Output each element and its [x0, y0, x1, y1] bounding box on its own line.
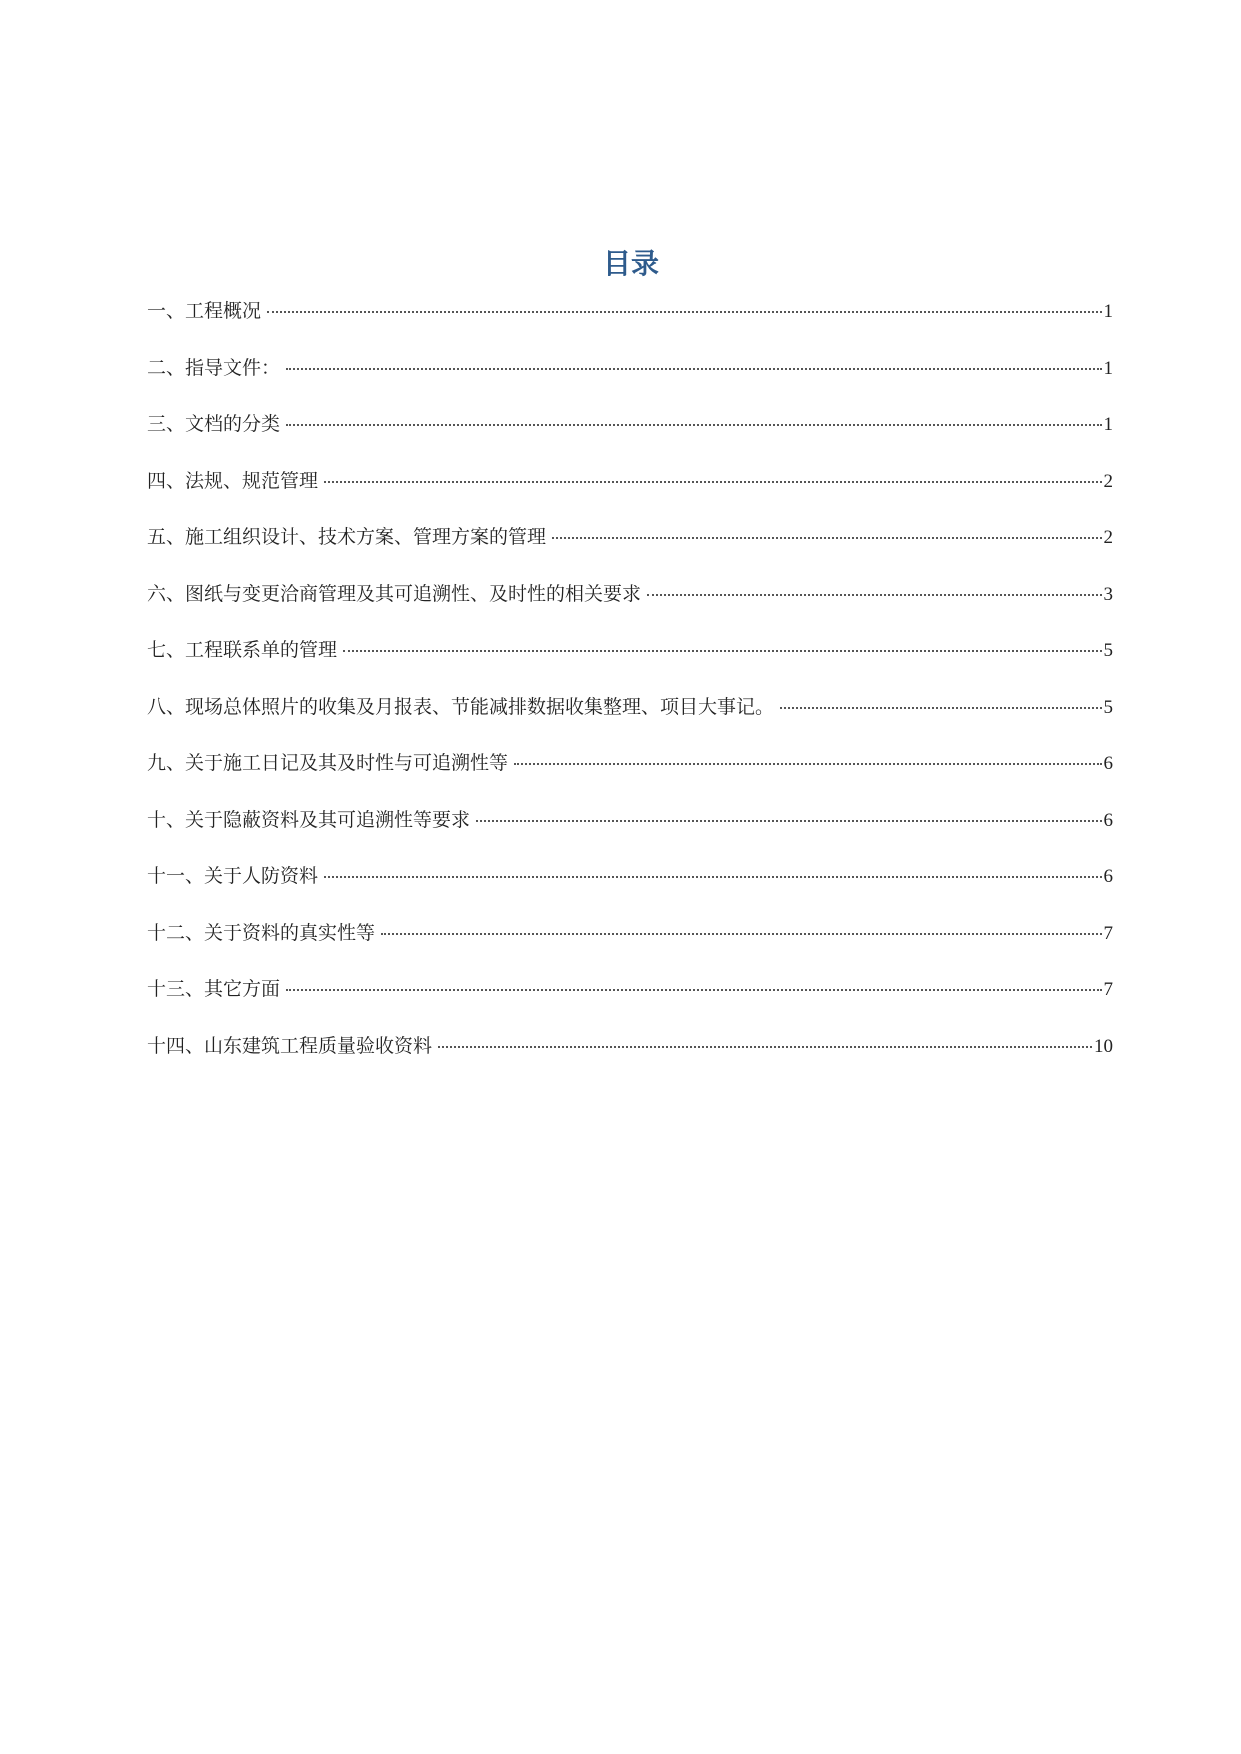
toc-entry-page: 6 [1103, 753, 1113, 774]
toc-entry[interactable] [147, 692, 1113, 749]
toc-entry-page: 5 [1103, 640, 1113, 661]
toc-leader-dots [343, 650, 1101, 652]
toc-title: 目录 [602, 247, 659, 280]
toc-entry-page: 6 [1103, 866, 1113, 887]
toc-entry-page: 7 [1103, 979, 1113, 1000]
toc-list [147, 296, 1113, 1087]
toc-leader-dots [552, 537, 1101, 539]
toc-entry-text: 十四、山东建筑工程质量验收资料 [147, 1034, 433, 1057]
toc-entry[interactable] [147, 466, 1113, 523]
toc-entry-page: 6 [1103, 809, 1113, 831]
toc-entry-text: 七、工程联系单的管理 [147, 639, 338, 661]
toc-leader-dots [286, 368, 1101, 370]
toc-entry-text: 二、指导文件： [147, 356, 281, 379]
toc-entry-text: 十一、关于人防资料 [147, 865, 319, 887]
toc-leader-dots [286, 989, 1101, 991]
toc-leader-dots [476, 820, 1101, 822]
toc-entry[interactable] [147, 805, 1113, 862]
toc-entry[interactable] [147, 409, 1113, 466]
toc-leader-dots [324, 481, 1101, 483]
toc-leader-dots [324, 876, 1101, 878]
toc-entry-page: 2 [1103, 527, 1113, 548]
toc-entry-text: 四、法规、规范管理 [147, 469, 319, 492]
toc-entry-text: 十三、其它方面 [147, 978, 281, 1000]
toc-entry-text: 一、工程概况 [147, 300, 262, 322]
toc-entry[interactable] [147, 861, 1113, 918]
toc-entry-text: 十二、关于资料的真实性等 [147, 921, 376, 944]
toc-entry-text: 九、关于施工日记及其及时性与可追溯性等 [147, 752, 509, 774]
toc-entry[interactable] [147, 918, 1113, 975]
toc-entry[interactable] [147, 1031, 1113, 1088]
toc-entry[interactable] [147, 974, 1113, 1031]
toc-entry-text: 六、图纸与变更洽商管理及其可追溯性、及时性的相关要求 [147, 582, 642, 605]
toc-entry-text: 八、现场总体照片的收集及月报表、节能减排数据收集整理、项目大事记。 [147, 695, 775, 718]
toc-leader-dots [381, 933, 1101, 935]
toc-leader-dots [438, 1046, 1092, 1048]
toc-entry-page: 1 [1103, 357, 1113, 379]
toc-entry-text: 三、文档的分类 [147, 413, 281, 435]
toc-leader-dots [514, 763, 1101, 765]
toc-leader-dots [780, 707, 1101, 709]
toc-entry[interactable] [147, 635, 1113, 692]
toc-entry-text: 五、施工组织设计、技术方案、管理方案的管理 [147, 526, 547, 548]
toc-entry[interactable] [147, 353, 1113, 410]
toc-entry[interactable] [147, 748, 1113, 805]
toc-entry-page: 1 [1103, 301, 1113, 322]
toc-entry-page: 10 [1094, 1035, 1113, 1057]
toc-leader-dots [267, 311, 1101, 313]
toc-entry[interactable] [147, 522, 1113, 579]
toc-entry[interactable] [147, 579, 1113, 636]
toc-entry-page: 2 [1103, 470, 1113, 492]
toc-entry-page: 3 [1103, 583, 1113, 605]
toc-leader-dots [647, 594, 1101, 596]
toc-entry-page: 5 [1103, 696, 1113, 718]
toc-entry-page: 7 [1103, 922, 1113, 944]
toc-entry-page: 1 [1103, 414, 1113, 435]
toc-entry-text: 十、关于隐蔽资料及其可追溯性等要求 [147, 808, 471, 831]
toc-entry[interactable] [147, 296, 1113, 353]
toc-leader-dots [286, 424, 1101, 426]
